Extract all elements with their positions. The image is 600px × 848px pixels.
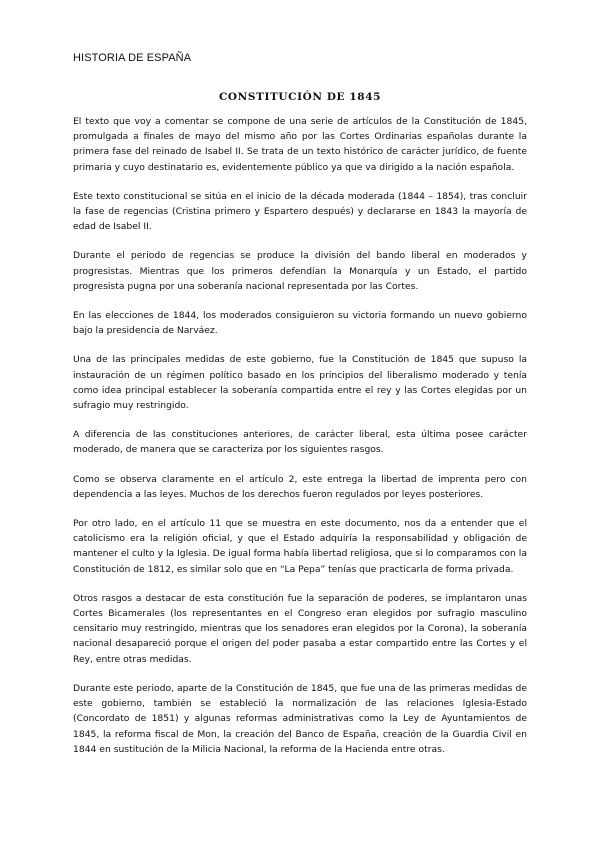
paragraph: Otros rasgos a destacar de esta constitución fue la separación de poderes, se implantaron unas Cortes Bicamerales (los representantes en el Congreso eran elegidos por sufragio masculino censitario muy restringido, mientras que los senadores eran elegidos por la Corona), la soberanía nacional desapareció porque el origen del poder pasaba a estar compartido entre las Cortes y el Rey, entre otras medidas. — [73, 592, 527, 665]
paragraph: Durante el periodo de regencias se produce la división del bando liberal en moderados y progresistas. Mientras que los primeros defendían la Monarquía y un Estado, el partido progresista pugna por una soberanía nacional representada por las Cortes. — [73, 250, 527, 292]
paragraph: Por otro lado, en el artículo 11 que se muestra en este documento, nos da a entender que el catolicismo era la religión oficial, y que el Estado adquiría la responsabilidad y obligación de mantener el culto y la Iglesia. De igual forma había libertad religiosa, que si lo comparamos con la Constitución de 1812, es similar solo que en “La Pepa” tenías que practicarla de forma privada. — [73, 518, 527, 575]
document-header: HISTORIA DE ESPAÑA — [73, 52, 192, 64]
paragraph: Como se observa claramente en el artículo 2, este entrega la libertad de imprenta pero con dependencia a las leyes. Muchos de los derechos fueron regulados por leyes posteriores. — [73, 473, 527, 500]
document-body — [73, 114, 527, 771]
document-title: CONSTITUCIÓN DE 1845 — [218, 91, 382, 103]
paragraph: A diferencia de las constituciones anteriores, de carácter liberal, esta última posee carácter moderado, de manera que se caracteriza por los siguientes rasgos. — [73, 429, 527, 456]
paragraph: El texto que voy a comentar se compone de una serie de artículos de la Constitución de 1845, promulgada a finales de mayo del mismo año por las Cortes Ordinarias españolas durante la primera fase del reinado de Isabel II. Se trata de un texto histórico de carácter jurídico, de fuente primaria y cuyo destinatario es, evidentemente público ya que va dirigido a la nación española. — [73, 116, 527, 173]
paragraph: Durante este periodo, aparte de la Constitución de 1845, que fue una de las primeras medidas de este gobierno, también se estableció la normalización de las relaciones Iglesia-Estado (Concordato de 1851) y algunas reformas administrativas como la Ley de Ayuntamientos de 1845, la reforma fiscal de Mon, la creación del Banco de España, creación de la Guardia Civil en 1844 en sustitución de la Milicia Nacional, la reforma de la Hacienda entre otras. — [73, 682, 527, 755]
paragraph: Una de las principales medidas de este gobierno, fue la Constitución de 1845 que supuso la instauración de un régimen político basado en los principios del liberalismo moderado y tenía como idea principal establecer la soberanía compartida entre el rey y las Cortes elegidas por un sufragio muy restringido. — [73, 354, 527, 412]
paragraph: Este texto constitucional se sitúa en el inicio de la década moderada (1844 – 1854), tras concluir la fase de regencias (Cristina primero y Espartero después) y declararse en 1843 la mayoría de edad de Isabel II. — [73, 190, 527, 233]
paragraph: En las elecciones de 1844, los moderados consiguieron su victoria formando un nuevo gobierno bajo la presidencia de Narváez. — [73, 310, 527, 337]
